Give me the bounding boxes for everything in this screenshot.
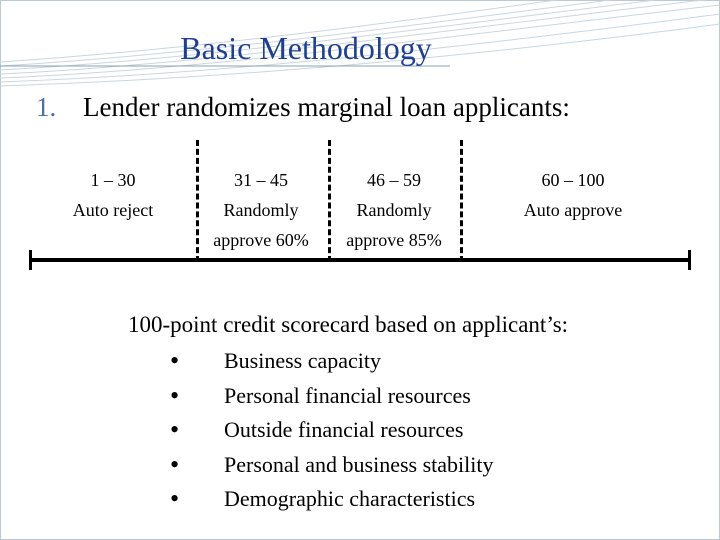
- segment-detail: approve 60%: [213, 230, 309, 250]
- divider-30: [196, 140, 199, 262]
- list-item: [170, 379, 493, 414]
- list-item-text: Personal financial resources: [224, 382, 471, 408]
- list-item-text: Outside financial resources: [224, 417, 464, 442]
- main-point: [36, 92, 570, 123]
- segment-auto-approve: [508, 165, 638, 225]
- point-number: 1.: [36, 92, 57, 122]
- list-item-text: Demographic characteristics: [224, 486, 476, 511]
- list-item-text: Business capacity: [224, 348, 382, 373]
- segment-range: 1 – 30: [90, 170, 136, 190]
- segment-label: Auto reject: [72, 200, 154, 220]
- divider-59: [460, 140, 463, 262]
- segment-label: Auto approve: [523, 200, 623, 220]
- segment-label: Randomly: [356, 200, 432, 220]
- bullet-icon: •: [170, 484, 180, 513]
- segment-range: 46 – 59: [367, 170, 421, 190]
- list-item: [170, 482, 493, 517]
- segment-range: 60 – 100: [541, 170, 605, 190]
- point-text: Lender randomizes marginal loan applicants:: [83, 92, 570, 122]
- segment-randomly-60: [200, 165, 322, 255]
- list-item: [170, 448, 493, 483]
- scale-start-tick: [29, 250, 32, 270]
- list-item: [170, 344, 493, 379]
- scale-end-tick: [688, 250, 691, 270]
- segment-randomly-85: [334, 165, 454, 255]
- scorecard-factors-list: [170, 344, 493, 517]
- bullet-icon: •: [170, 449, 180, 479]
- slide-title: Basic Methodology: [180, 30, 432, 66]
- scorecard-intro: 100-point credit scorecard based on applicant’s:: [128, 312, 569, 337]
- segment-auto-reject: [58, 165, 168, 225]
- bullet-icon: •: [170, 380, 180, 410]
- segment-range: 31 – 45: [234, 170, 288, 190]
- list-item-text: Personal and business stability: [224, 451, 494, 477]
- bullet-icon: •: [170, 346, 180, 375]
- divider-45: [328, 140, 331, 262]
- score-scale-line: [30, 258, 690, 262]
- list-item: [170, 413, 493, 448]
- segment-detail: approve 85%: [346, 230, 442, 250]
- segment-label: Randomly: [223, 200, 299, 220]
- bullet-icon: •: [170, 415, 180, 444]
